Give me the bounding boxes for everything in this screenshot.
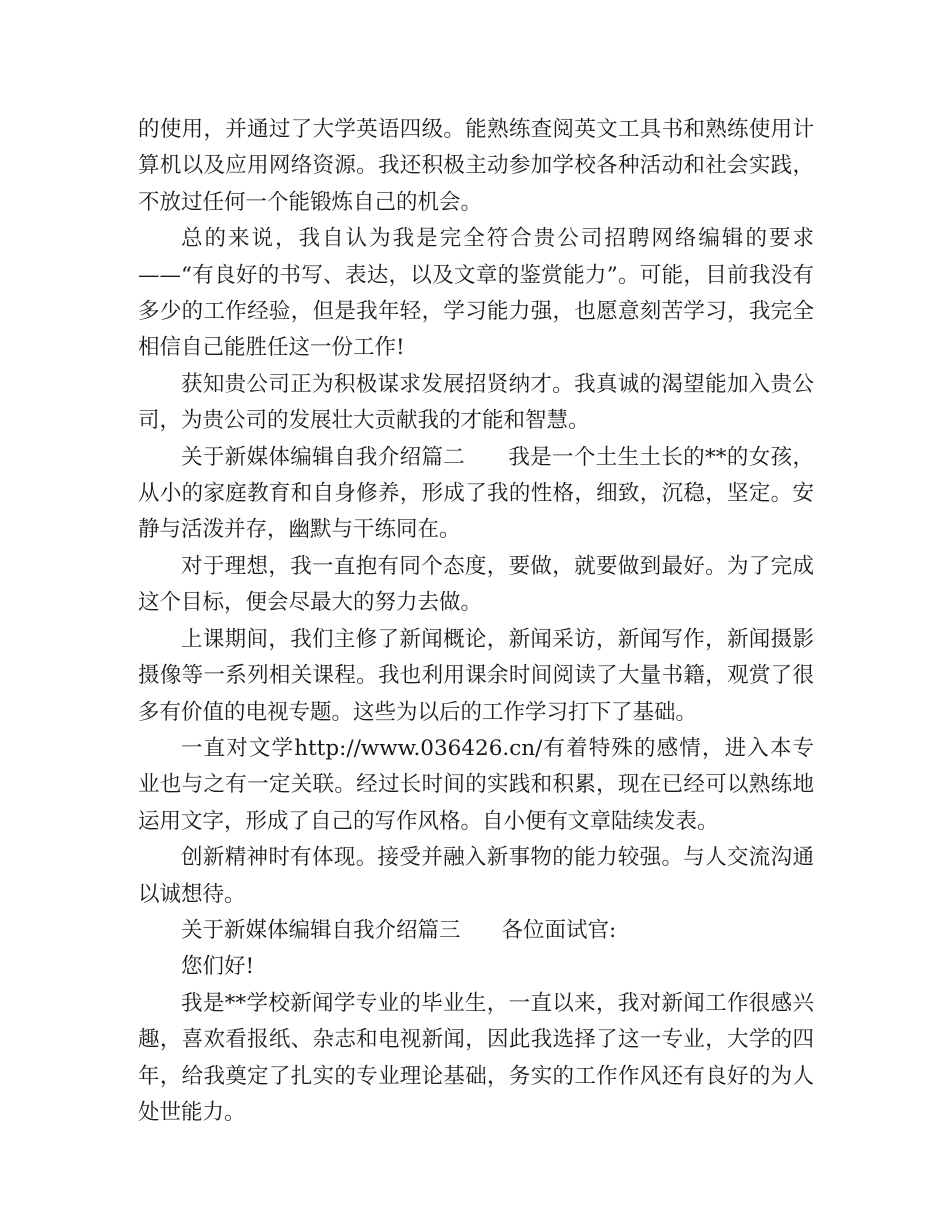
paragraph-text: 上课期间，我们主修了新闻概论，新闻采访，新闻写作，新闻摄影摄像等一系列相关课程。我也利用课余时间阅读了大量书籍，观赏了很多有价值的电视专题。这些为以后的工作学习打下了基础。 <box>138 626 814 725</box>
paragraph <box>138 112 814 221</box>
paragraph <box>138 221 814 367</box>
paragraph-text: 获知贵公司正为积极谋求发展招贤纳才。我真诚的渴望能加入贵公司，为贵公司的发展壮大贡献我的才能和智慧。 <box>138 371 814 434</box>
paragraph <box>138 367 814 440</box>
paragraph-text: 我是一个土生土长的**的女孩，从小的家庭教育和自身修养，形成了我的性格，细致，沉稳，坚定。安静与活泼并存，幽默与干练同在。 <box>138 444 814 543</box>
paragraph-text: 我是**学校新闻学专业的毕业生，一直以来，我对新闻工作很感兴趣，喜欢看报纸、杂志和电视新闻，因此我选择了这一专业，大学的四年，给我奠定了扎实的专业理论基础，务实的工作作风还有良好的为人处世能力。 <box>138 990 814 1125</box>
document-body <box>138 112 814 1131</box>
paragraph-text: 的使用，并通过了大学英语四级。能熟练查阅英文工具书和熟练使用计算机以及应用网络资源。我还积极主动参加学校各种活动和社会实践，不放过任何一个能锻炼自己的机会。 <box>138 117 814 215</box>
paragraph <box>138 731 814 840</box>
paragraph-text: 您们好! <box>181 954 255 980</box>
section-title: 关于新媒体编辑自我介绍篇三 <box>181 917 461 943</box>
paragraph-text: 总的来说，我自认为我是完全符合贵公司招聘网络编辑的要求——“有良好的书写、表达，以及文章的鉴赏能力”。可能，目前我没有多少的工作经验，但是我年轻，学习能力强，也愿意刻苦学习，我完全相信自己能胜任这一份工作! <box>138 226 814 361</box>
section-paragraph <box>138 440 814 549</box>
paragraph <box>138 986 814 1132</box>
greeting <box>138 949 814 985</box>
paragraph <box>138 840 814 913</box>
paragraph-text: 一直对文学http://www.036426.cn/有着特殊的感情，进入本专业也与之有一定关联。经过长时间的实践和积累，现在已经可以熟练地运用文字，形成了自己的写作风格。自小便有文章陆续发表。 <box>138 735 814 834</box>
paragraph-text: 对于理想，我一直抱有同个态度，要做，就要做到最好。为了完成这个目标，便会尽最大的努力去做。 <box>138 553 814 616</box>
paragraph <box>138 549 814 622</box>
paragraph-text: 创新精神时有体现。接受并融入新事物的能力较强。与人交流沟通以诚想待。 <box>138 845 814 907</box>
paragraph-text: 各位面试官: <box>501 917 617 943</box>
section-title: 关于新媒体编辑自我介绍篇二 <box>181 444 466 470</box>
section-paragraph <box>138 913 814 949</box>
paragraph <box>138 622 814 731</box>
